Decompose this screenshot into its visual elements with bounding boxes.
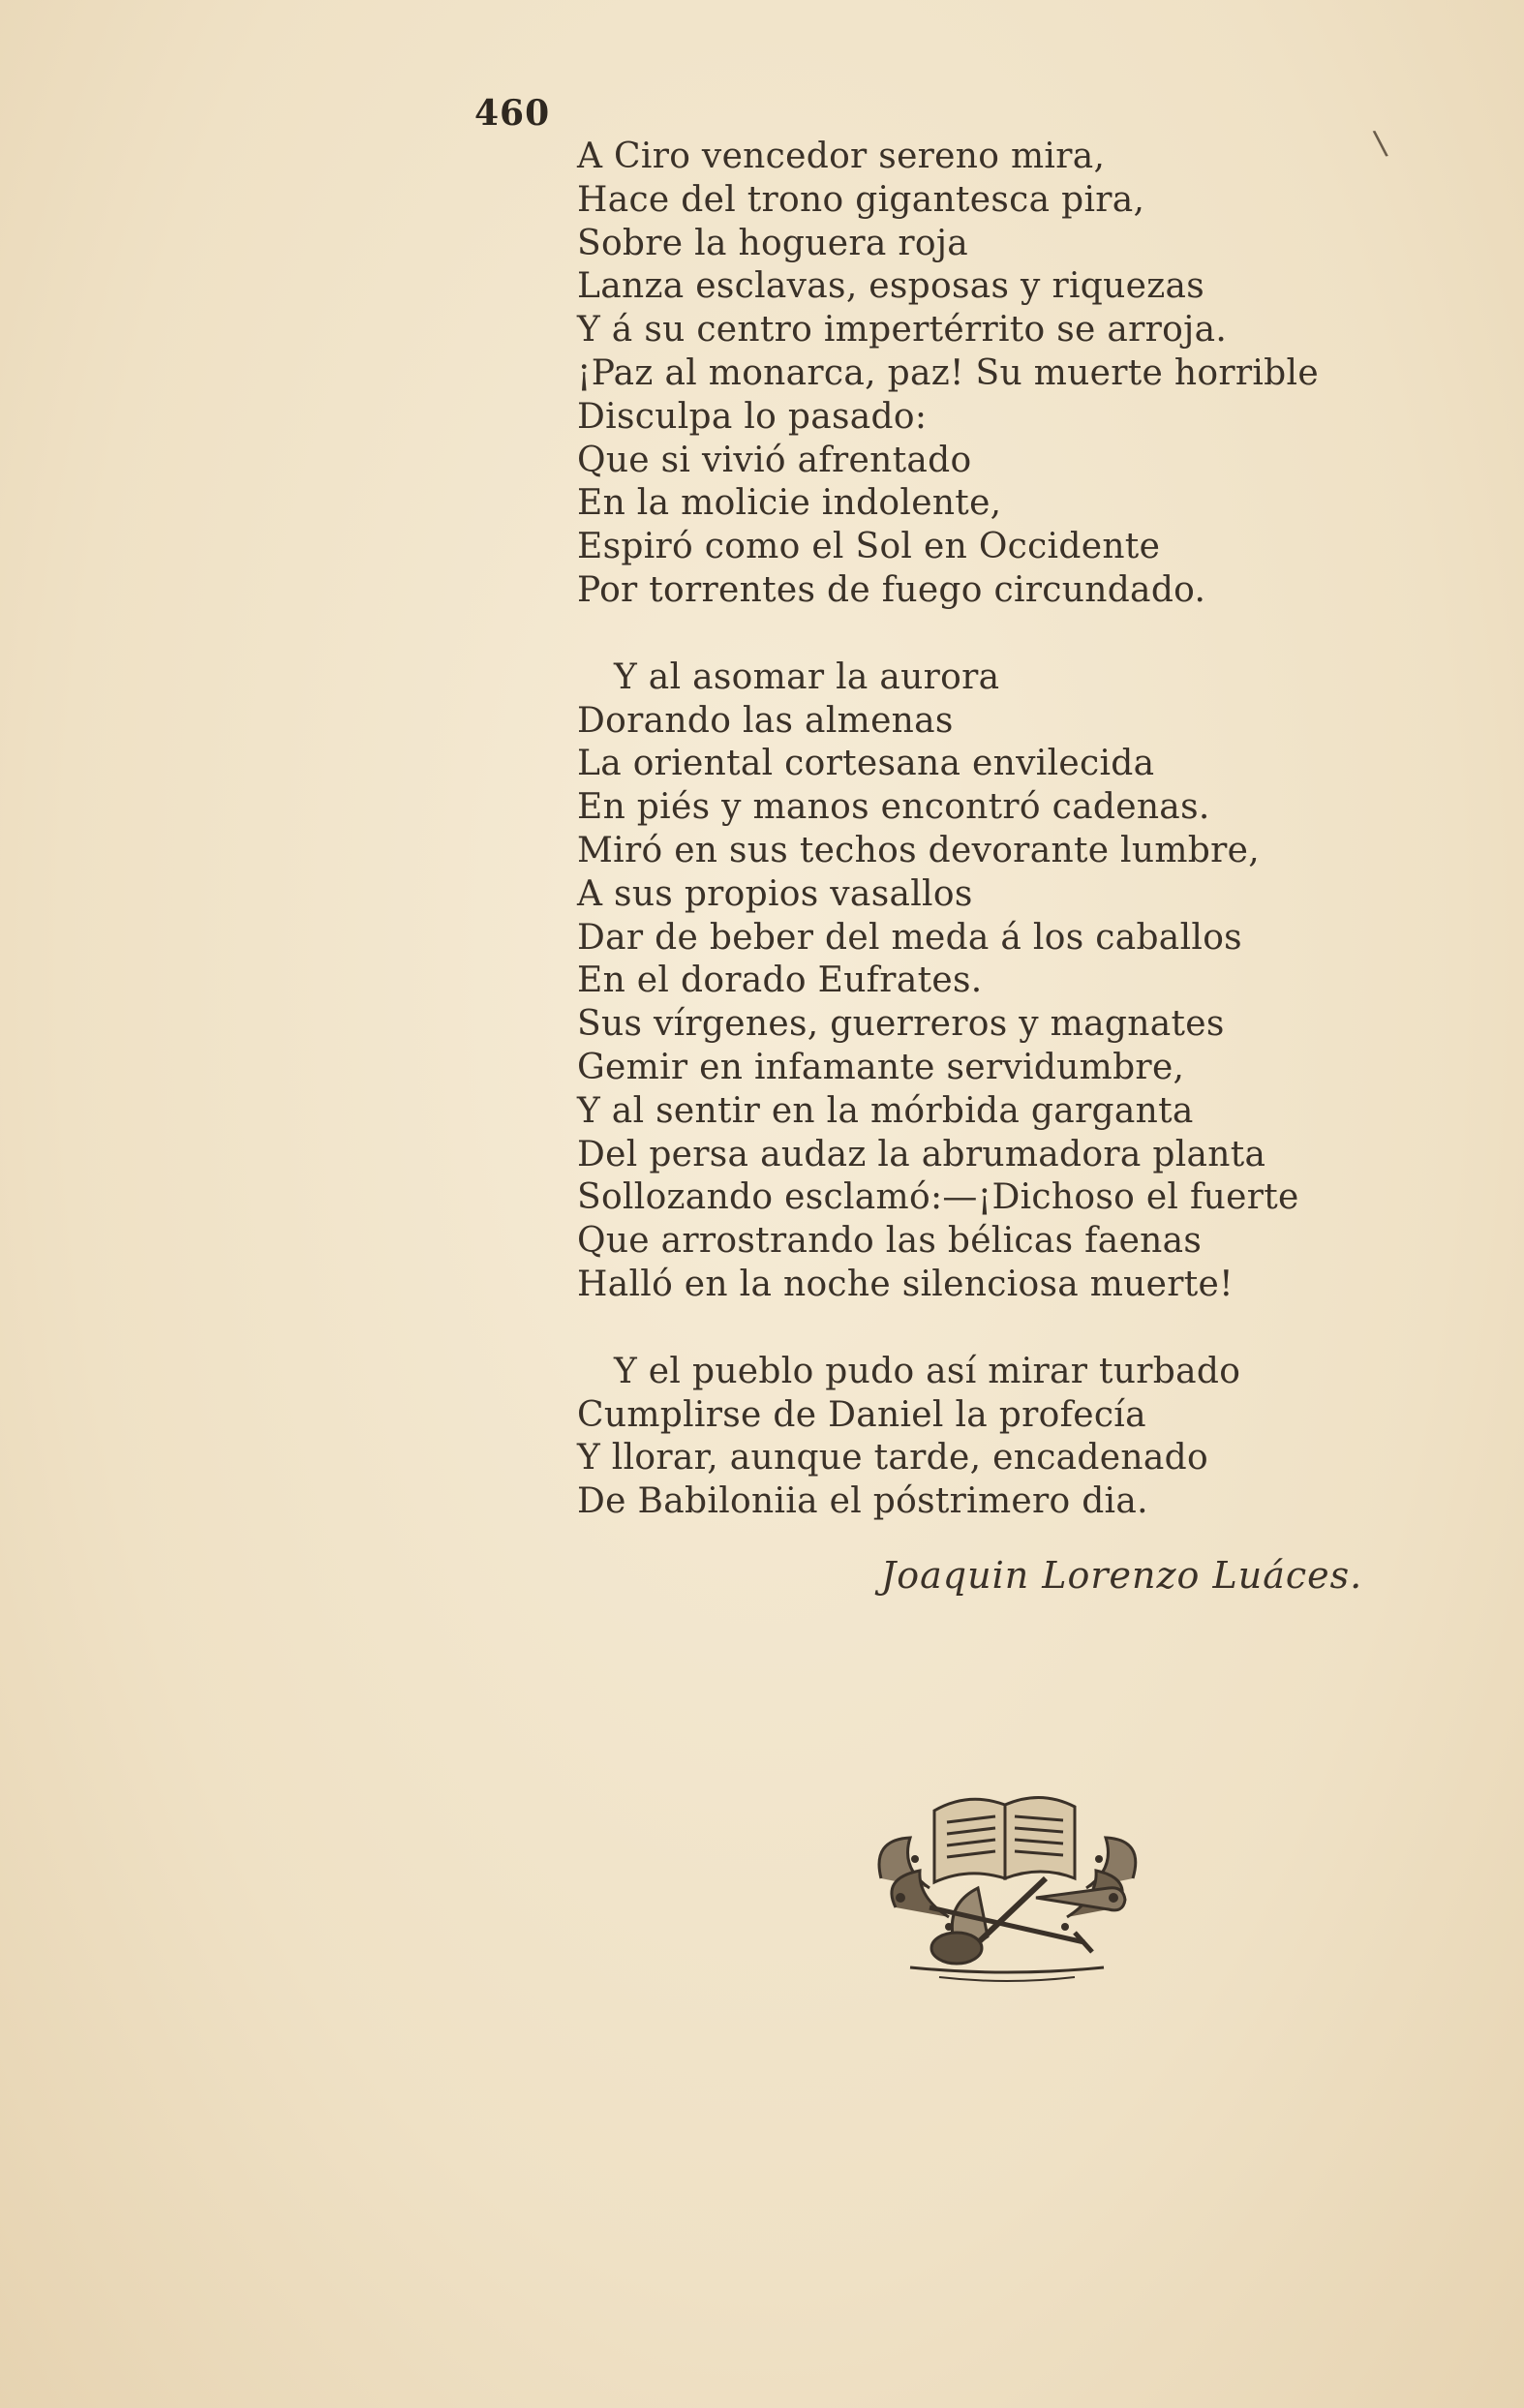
poem-line: Gemir en infamante servidumbre,: [577, 1047, 1185, 1087]
poem-line: Halló en la noche silenciosa muerte!: [577, 1264, 1234, 1304]
poem-line: Que arrostrando las bélicas faenas: [577, 1221, 1203, 1262]
poem-line: En el dorado Eufrates.: [577, 960, 983, 1001]
poem-line: Sollozando esclamó:—¡Dichoso el fuerte: [577, 1177, 1299, 1218]
poem-line: Y llorar, aunque tarde, encadenado: [577, 1438, 1208, 1478]
stanza-break: [577, 613, 1448, 656]
poem-line: Hace del trono gigantesca pira,: [577, 179, 1145, 220]
poem-line: Disculpa lo pasado:: [577, 396, 928, 437]
poem-line: Y al asomar la aurora: [614, 656, 1000, 697]
poem-line: Y á su centro impertérrito se arroja.: [577, 310, 1228, 351]
poem-line: Lanza esclavas, esposas y riquezas: [577, 266, 1205, 307]
poem-line: Del persa audaz la abrumadora planta: [577, 1134, 1266, 1174]
poem-line: Que si vivió afrentado: [577, 440, 972, 480]
poem-line: A sus propios vasallos: [577, 873, 973, 914]
poem-line: Por torrentes de fuego circundado.: [577, 569, 1206, 610]
stanza-1: [577, 136, 1448, 613]
poem-line: La oriental cortesana envilecida: [577, 744, 1155, 784]
poem-line: Miró en sus techos devorante lumbre,: [577, 830, 1260, 870]
poem-line: Dar de beber del meda á los caballos: [577, 917, 1242, 958]
poem-line: Cumplirse de Daniel la profecía: [577, 1394, 1146, 1435]
poem-line: ¡Paz al monarca, paz! Su muerte horrible: [577, 352, 1319, 393]
book-and-lyre-vignette-icon: [842, 1762, 1172, 1985]
poem-line: Sus vírgenes, guerreros y magnates: [577, 1004, 1225, 1045]
poem-line: Espiró como el Sol en Occidente: [577, 527, 1161, 567]
poem-line: Y el pueblo pudo así mirar turbado: [614, 1351, 1241, 1391]
poem-line: En piés y manos encontró cadenas.: [577, 787, 1210, 828]
poem-line: A Ciro vencedor sereno mira,: [577, 137, 1106, 176]
poem: [577, 136, 1448, 1524]
poem-line: En la molicie indolente,: [577, 483, 1002, 524]
poem-line: Y al sentir en la mórbida garganta: [577, 1090, 1194, 1131]
author-signature: Joaquin Lorenzo Luáces.: [881, 1554, 1363, 1597]
stanza-3: [577, 1351, 1448, 1524]
page-number: 460: [474, 93, 551, 134]
stray-ink-mark: \: [1371, 123, 1389, 164]
stanza-2: [577, 656, 1448, 1307]
poem-line: Dorando las almenas: [577, 700, 954, 741]
poem-line: Sobre la hoguera roja: [577, 223, 969, 263]
stanza-break: [577, 1307, 1448, 1351]
poem-line: De Babiloniia el póstrimero dia.: [577, 1481, 1148, 1522]
